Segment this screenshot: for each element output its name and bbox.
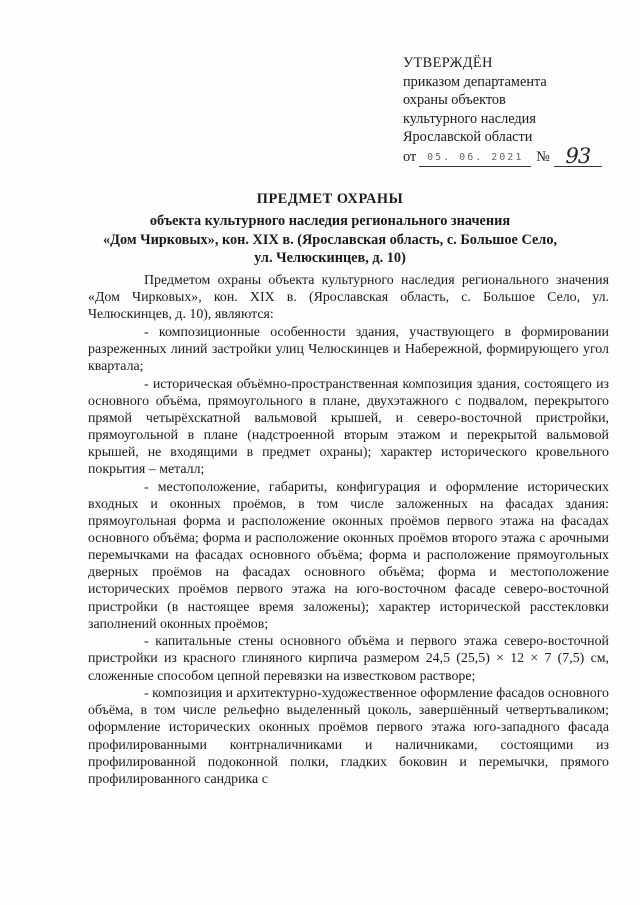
document-heading xyxy=(60,190,600,268)
approval-line-4: Ярославской области xyxy=(403,129,533,146)
paragraph-volume: - историческая объёмно-пространственная композиция здания, состоящего из основного объёма, прямоугольного в плане, двухэтажного с подвалом, перекрытого прямой четырёхскатной вальмовой крышей, и северо-восточной пристройки, прямоугольной в плане (надстроенной вторым этажом и перекрытой вальмовой крышей, не входящими в предмет охраны); характер исторического кровельного покрытия – металл; xyxy=(88,376,609,478)
document-title: ПРЕДМЕТ ОХРАНЫ xyxy=(256,191,404,207)
approval-number-handwritten: 93 xyxy=(554,148,602,167)
approval-date-row xyxy=(403,143,613,168)
approval-line-3: культурного наследия xyxy=(403,110,536,127)
heading-line-1: объекта культурного наследия регионального значения xyxy=(149,213,511,230)
date-prefix: от xyxy=(403,149,417,166)
approval-line-2: охраны объектов xyxy=(403,92,506,109)
approval-stamp-block xyxy=(403,54,613,167)
paragraph-facades: - композиция и архитектурно-художественное оформление фасадов основного объёма, в том числе рельефно выделенный цоколь, завершённый четвертьваликом; оформление исторических оконных проёмов первого этажа юго-западного фасада профилированными контрналичниками и наличниками, состоящими из профилированной подоконной полки, гладких боковин и перемычки, прямого профилированного сандрика с xyxy=(88,686,609,787)
document-body xyxy=(88,272,609,788)
heading-line-2: «Дом Чирковых», кон. XIX в. (Ярославская область, с. Большое Село, xyxy=(102,231,558,248)
number-label: № xyxy=(536,149,550,166)
approval-word: УТВЕРЖДЁН xyxy=(403,55,493,71)
approval-date-stamp: 05. 06. 2021 xyxy=(419,150,531,167)
paragraph-composition: - композиционные особенности здания, участвующего в формировании разреженных линий застройки улиц Челюскинцев и Набережной, формирующего угол квартала; xyxy=(88,324,609,375)
paragraph-intro: Предметом охраны объекта культурного наследия регионального значения «Дом Чирковых», кон. XIX в. (Ярославская область, с. Большое Село, ул. Челюскинцев, д. 10), являются: xyxy=(88,273,609,323)
paragraph-walls: - капитальные стены основного объёма и первого этажа северо-восточной пристройки из красного глиняного кирпича размером 24,5 (25,5) × 12 × 7 (7,5) см, сложенные способом цепной перевязки на известковом растворе; xyxy=(88,634,609,684)
approval-line-1: приказом департамента xyxy=(403,73,547,90)
heading-line-3: ул. Челюскинцев, д. 10) xyxy=(254,250,406,267)
paragraph-openings: - местоположение, габариты, конфигурация и оформление исторических входных и оконных проёмов, в том числе заложенных на фасадах здания: прямоугольная форма и расположение оконных проёмов первого этажа на фасадах основного объёма; форма и расположение оконных проёмов второго этажа с арочными перемычками на фасадах основного объёма; форма и расположение прямоугольных дверных проёмов на фасадах основного объёма; форма и местоположение исторических проёмов первого этажа на юго-восточном фасаде северо-восточной пристройки (в настоящее время заложены); характер исторической расстекловки заполнений оконных проёмов; xyxy=(88,479,609,632)
